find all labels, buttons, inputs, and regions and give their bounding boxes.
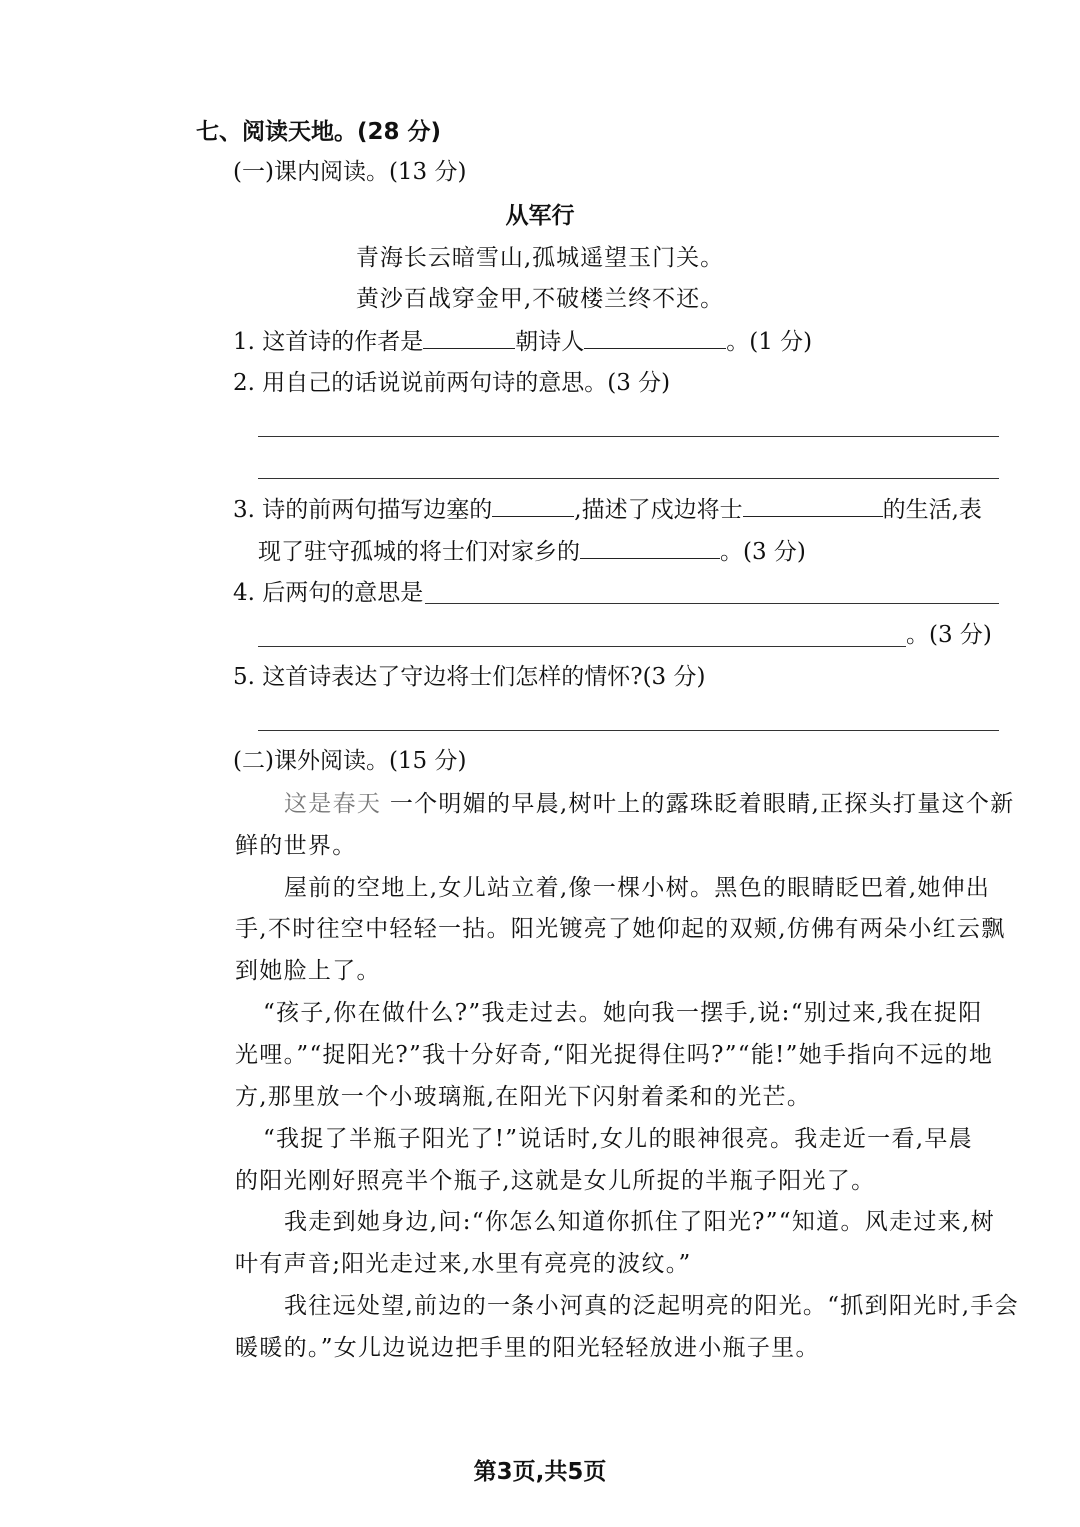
passage-line: 光哩。”“捉阳光?”我十分好奇,“阳光捉得住吗?”“能!”她手指向不远的地	[235, 1042, 994, 1068]
section-title: 七、阅读天地。(28 分)	[196, 119, 442, 145]
question-3-text-d: 现了驻守孤城的将士们对家乡的	[258, 539, 580, 565]
question-4-points: 。(3 分)	[906, 622, 992, 648]
passage-line: 暖暖的。”女儿边说边把手里的阳光轻轻放进小瓶子里。	[235, 1335, 820, 1361]
answer-blank-feeling[interactable]	[580, 536, 720, 559]
passage-line: 鲜的世界。	[235, 833, 357, 859]
poem-line-2: 黄沙百战穿金甲,不破楼兰终不还。	[355, 286, 725, 312]
answer-line-q4-2[interactable]	[258, 646, 906, 647]
passage-line: 方,那里放一个小玻璃瓶,在阳光下闪射着柔和的光芒。	[235, 1084, 812, 1110]
poem-line-1: 青海长云暗雪山,孤城遥望玉门关。	[355, 245, 725, 271]
answer-line-q4-1[interactable]	[425, 603, 999, 604]
question-4: 4. 后两句的意思是	[233, 580, 424, 606]
answer-line-q5[interactable]	[258, 730, 999, 731]
question-1-text-b: 朝诗人	[515, 329, 585, 355]
answer-line-q2-2[interactable]	[258, 478, 999, 479]
answer-blank-dynasty[interactable]	[423, 326, 515, 349]
question-3-line-2	[258, 536, 806, 567]
question-1-text-a: 1. 这首诗的作者是	[233, 329, 424, 355]
page-number: 第3页,共5页	[473, 1459, 607, 1485]
question-3-text-b: ,描述了戍边将士	[574, 497, 743, 523]
passage-line: 手,不时往空中轻轻一拈。阳光镀亮了她仰起的双颊,仿佛有两朵小红云飘	[235, 916, 1006, 942]
answer-blank-poet[interactable]	[584, 326, 726, 349]
passage-line: “我捉了半瓶子阳光了!”说话时,女儿的眼神很亮。我走近一看,早晨	[263, 1126, 973, 1152]
answer-line-q2-1[interactable]	[258, 436, 999, 437]
passage-line: 我往远处望,前边的一条小河真的泛起明亮的阳光。“抓到阳光时,手会	[284, 1293, 1019, 1319]
passage-line: 到她脸上了。	[235, 958, 381, 984]
passage-line: 我走到她身边,问:“你怎么知道你抓住了阳光?”“知道。风走过来,树	[284, 1209, 995, 1235]
question-3-text-c: 的生活,表	[882, 497, 982, 523]
question-1-text-c: 。(1 分)	[726, 329, 813, 355]
poem-title: 从军行	[505, 203, 575, 229]
passage-line	[284, 789, 1015, 819]
passage-line: 的阳光刚好照亮半个瓶子,这就是女儿所捉的半瓶子阳光了。	[235, 1168, 876, 1194]
part1-heading: (一)课内阅读。(13 分)	[233, 159, 467, 185]
question-5: 5. 这首诗表达了守边将士们怎样的情怀?(3 分)	[233, 664, 706, 690]
question-1	[233, 326, 812, 357]
passage-line: 屋前的空地上,女儿站立着,像一棵小树。黑色的眼睛眨巴着,她伸出	[284, 875, 991, 901]
passage-gray-text: 这是春天	[284, 791, 382, 817]
passage-text: 一个明媚的早晨,树叶上的露珠眨着眼睛,正探头打量这个新	[381, 791, 1015, 817]
question-3-line-1	[233, 494, 982, 525]
answer-blank-life[interactable]	[743, 494, 883, 517]
passage-line: “孩子,你在做什么?”我走过去。她向我一摆手,说:“别过来,我在捉阳	[263, 1000, 983, 1026]
part2-heading: (二)课外阅读。(15 分)	[233, 748, 467, 774]
passage-line: 叶有声音;阳光走过来,水里有亮亮的波纹。”	[235, 1251, 692, 1277]
question-3-text-e: 。(3 分)	[720, 539, 806, 565]
question-3-text-a: 3. 诗的前两句描写边塞的	[233, 497, 493, 523]
answer-blank-scenery[interactable]	[492, 494, 574, 517]
question-2: 2. 用自己的话说说前两句诗的意思。(3 分)	[233, 370, 671, 396]
